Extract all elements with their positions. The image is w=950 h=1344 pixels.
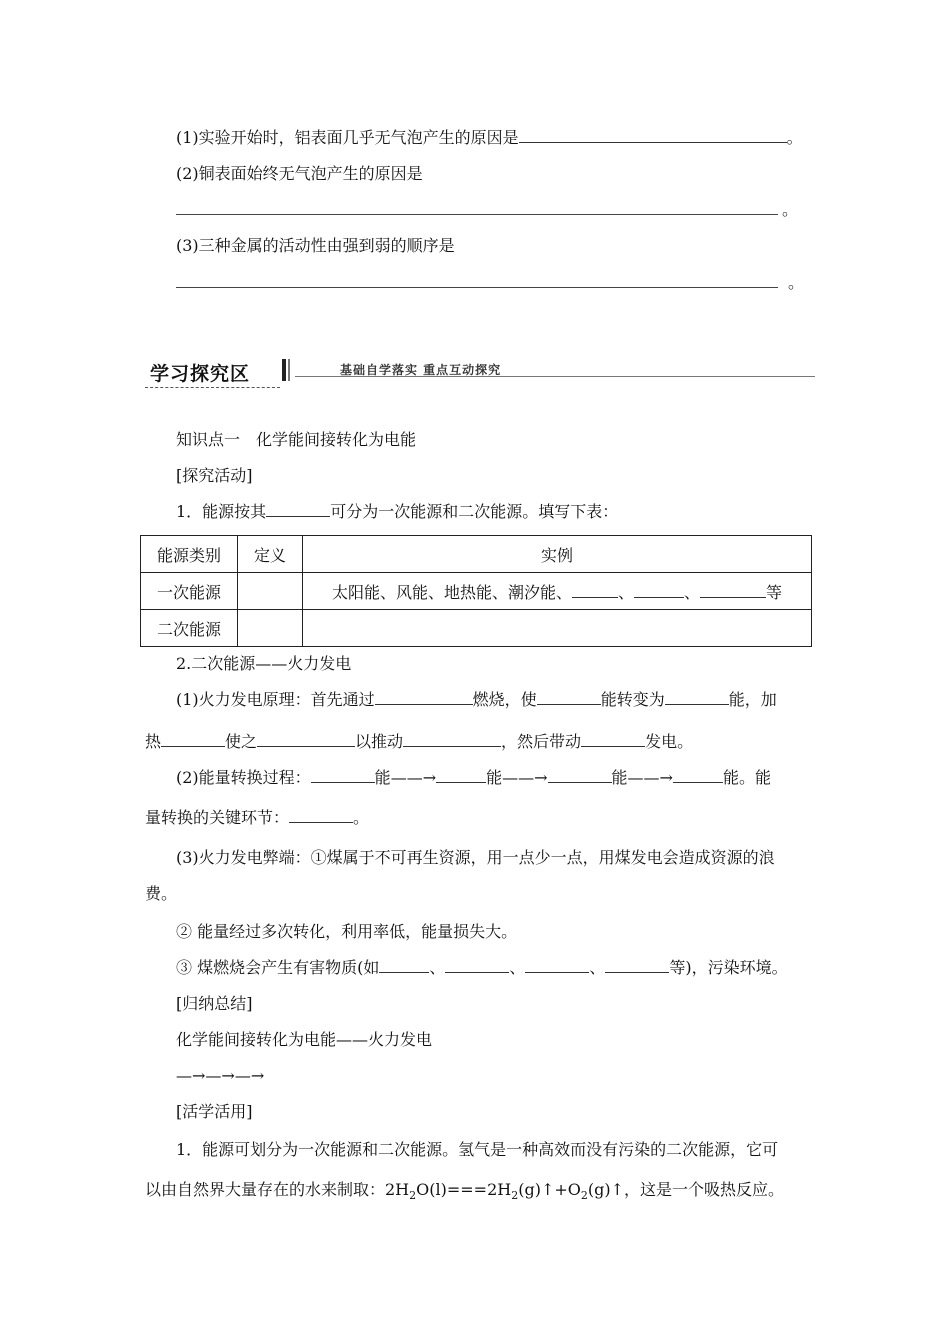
tag-summary: [归纳总结]	[176, 994, 253, 1013]
tag-explore: [探究活动]	[176, 466, 253, 485]
item-1	[176, 502, 618, 522]
summary-arrows: —→—→—→	[176, 1066, 265, 1085]
row-primary-examples	[303, 573, 812, 610]
answer-blank[interactable]	[445, 958, 509, 973]
table-row	[141, 610, 812, 647]
arrow: ——→	[627, 768, 673, 787]
period: 。	[782, 200, 799, 219]
answer-rule-3[interactable]	[176, 287, 778, 288]
text: 能转变为	[600, 690, 665, 709]
paragraph-3-line-3: ② 能量经过多次转化，利用率低，能量损失大。	[176, 922, 518, 941]
table-header-row	[141, 536, 812, 573]
question-2-text: (2)铜表面始终无气泡产生的原因是	[176, 164, 423, 183]
subscript: 2	[511, 1189, 519, 1203]
answer-blank[interactable]	[311, 768, 375, 783]
answer-blank[interactable]	[266, 502, 330, 517]
examples-text: 太阳能、风能、地热能、潮汐能、	[331, 582, 572, 602]
separator: 、	[684, 582, 701, 602]
question-1-text: (1)实验开始时，铝表面几乎无气泡产生的原因是	[176, 128, 519, 147]
answer-blank[interactable]	[634, 583, 684, 598]
banner-title: 学习探究区	[150, 363, 251, 385]
separator: 、	[589, 958, 606, 977]
answer-blank[interactable]	[161, 732, 225, 747]
period: 。	[353, 808, 370, 827]
header-definition: 定义	[238, 536, 303, 573]
text: 燃烧，使	[472, 690, 537, 709]
answer-blank[interactable]	[548, 768, 612, 783]
answer-blank[interactable]	[519, 128, 787, 143]
text: (1)火力发电原理：首先通过	[176, 690, 375, 709]
answer-blank[interactable]	[257, 732, 355, 747]
apply-1-line-1: 1．能源可划分为一次能源和二次能源。氢气是一种高效而没有污染的二次能源，它可	[176, 1140, 779, 1159]
answer-blank[interactable]	[379, 958, 429, 973]
paragraph-1-line-2	[145, 732, 693, 752]
paragraph-3-line-4	[176, 958, 788, 978]
energy-table	[140, 535, 812, 647]
answer-blank[interactable]	[525, 958, 589, 973]
section-heading: 知识点一 化学能间接转化为电能	[176, 430, 417, 449]
banner-bar	[288, 359, 290, 381]
text: (2)能量转换过程：	[176, 768, 311, 787]
text: (g)↑+O	[518, 1180, 581, 1199]
table-row	[141, 573, 812, 610]
answer-blank[interactable]	[375, 690, 473, 705]
text: 等)，污染环境。	[669, 958, 788, 977]
deng-text: 等	[766, 582, 783, 602]
paragraph-2-line-1	[176, 768, 771, 788]
text: 能，加	[728, 690, 777, 709]
answer-blank[interactable]	[605, 958, 669, 973]
text: O(l)===2H	[416, 1180, 512, 1199]
item-2: 2.二次能源——火力发电	[176, 654, 352, 673]
row-primary-definition[interactable]	[238, 573, 303, 610]
period: 。	[786, 128, 803, 147]
tag-apply: [活学活用]	[176, 1102, 253, 1121]
answer-blank[interactable]	[665, 690, 729, 705]
text: 以推动	[355, 732, 404, 751]
header-category: 能源类别	[141, 536, 238, 573]
subscript: 2	[580, 1189, 588, 1203]
item-1-prefix: 1．能源按其	[176, 502, 267, 521]
header-examples: 实例	[303, 536, 812, 573]
paragraph-3-line-2: 费。	[145, 884, 178, 903]
text: 量转换的关键环节：	[145, 808, 290, 827]
text: 能	[611, 768, 628, 787]
banner-dashed-rule	[145, 387, 280, 388]
row-secondary-examples[interactable]	[303, 610, 812, 647]
row-secondary-label: 二次能源	[141, 610, 238, 647]
arrow: ——→	[390, 768, 437, 787]
text: 使之	[225, 732, 258, 751]
apply-1-line-2	[145, 1180, 784, 1206]
row-primary-label: 一次能源	[141, 573, 238, 610]
row-secondary-definition[interactable]	[238, 610, 303, 647]
text: 能	[486, 768, 503, 787]
paragraph-2-line-2	[145, 808, 369, 828]
answer-blank[interactable]	[581, 732, 645, 747]
answer-blank[interactable]	[289, 808, 353, 823]
answer-blank[interactable]	[436, 768, 486, 783]
question-3-text: (3)三种金属的活动性由强到弱的顺序是	[176, 236, 455, 255]
banner-bar	[282, 359, 286, 381]
separator: 、	[509, 958, 526, 977]
subscript: 2	[409, 1189, 417, 1203]
text: 能	[374, 768, 391, 787]
paragraph-1-line-1	[176, 690, 777, 710]
text: ③ 煤燃烧会产生有害物质(如	[176, 958, 380, 977]
answer-rule-2[interactable]	[176, 214, 778, 215]
item-1-suffix: 可分为一次能源和二次能源。填写下表：	[330, 502, 619, 521]
text: 能。能	[722, 768, 771, 787]
question-1	[176, 128, 803, 148]
text: ，然后带动	[501, 732, 582, 751]
paragraph-3-line-1: (3)火力发电弊端：①煤属于不可再生资源，用一点少一点，用煤发电会造成资源的浪	[176, 848, 775, 867]
separator: 、	[429, 958, 446, 977]
text: 热	[145, 732, 162, 751]
answer-blank[interactable]	[572, 583, 618, 598]
answer-blank[interactable]	[673, 768, 723, 783]
separator: 、	[617, 582, 634, 602]
text: 发电。	[645, 732, 694, 751]
section-banner	[145, 357, 815, 397]
text: (g)↑，这是一个吸热反应。	[587, 1180, 785, 1199]
period: 。	[788, 273, 805, 292]
arrow: ——→	[502, 768, 548, 787]
banner-subtitle: 基础自学落实 重点互动探究	[340, 363, 502, 377]
text: 以由自然界大量存在的水来制取：2H	[145, 1180, 410, 1199]
summary-text: 化学能间接转化为电能——火力发电	[176, 1030, 433, 1049]
answer-blank[interactable]	[700, 583, 766, 598]
answer-blank[interactable]	[403, 732, 501, 747]
answer-blank[interactable]	[537, 690, 601, 705]
